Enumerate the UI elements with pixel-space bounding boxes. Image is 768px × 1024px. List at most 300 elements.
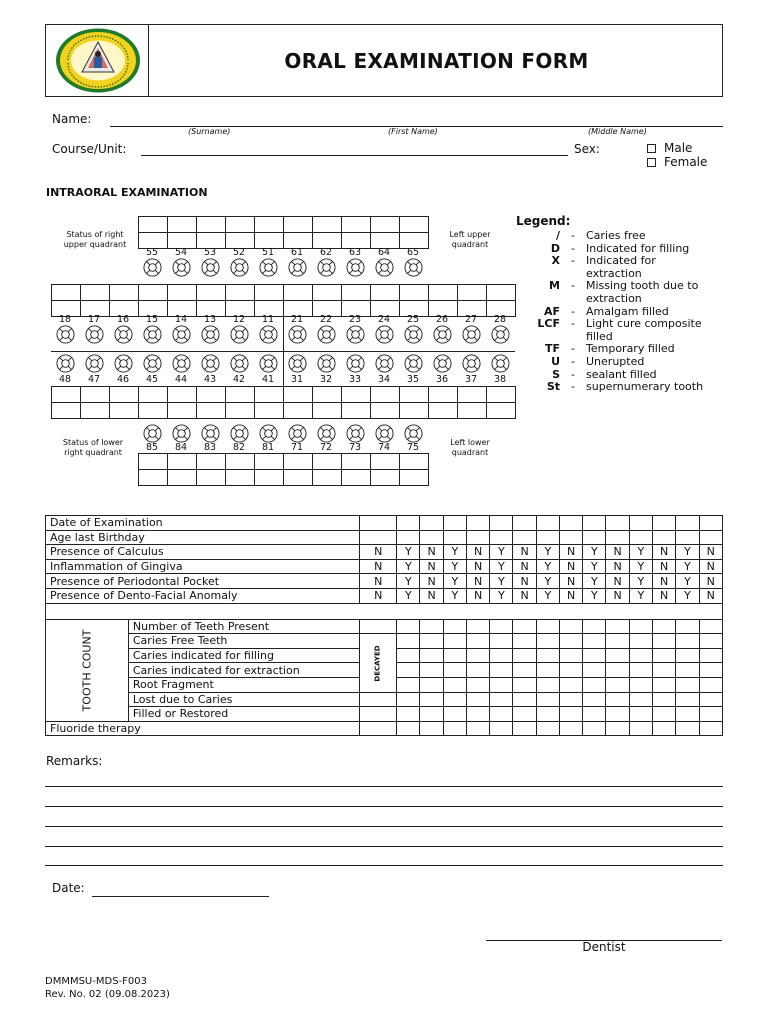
tooth-surface-icon[interactable]: [230, 258, 249, 277]
tooth-surface-icon[interactable]: [375, 325, 394, 344]
yes-no-option[interactable]: N: [466, 545, 489, 560]
tooth-surface-icon[interactable]: [230, 325, 249, 344]
tooth-surface-icon[interactable]: [172, 354, 191, 373]
yes-no-option[interactable]: N: [513, 588, 536, 603]
yes-no-option[interactable]: Y: [676, 559, 699, 574]
entry-cell[interactable]: [676, 721, 699, 736]
tooth-status-cell[interactable]: [255, 454, 284, 470]
entry-cell[interactable]: [676, 677, 699, 692]
entry-cell[interactable]: [397, 619, 420, 634]
entry-cell[interactable]: [420, 516, 443, 531]
entry-cell[interactable]: [536, 648, 559, 663]
tooth-status-cell[interactable]: [139, 387, 168, 403]
tooth-status-cell[interactable]: [400, 387, 429, 403]
entry-cell[interactable]: [443, 677, 466, 692]
tooth-surface-icon[interactable]: [288, 258, 307, 277]
yes-no-option[interactable]: Y: [490, 574, 513, 589]
entry-cell[interactable]: [559, 721, 582, 736]
tooth-status-cell[interactable]: [284, 387, 313, 403]
tooth-surface-icon[interactable]: [317, 424, 336, 443]
entry-cell[interactable]: [606, 648, 629, 663]
entry-cell[interactable]: [513, 530, 536, 545]
tooth-status-cell[interactable]: [400, 217, 429, 233]
yes-no-option[interactable]: Y: [536, 559, 559, 574]
tooth-status-cell[interactable]: [168, 285, 197, 301]
entry-cell[interactable]: [536, 619, 559, 634]
entry-cell[interactable]: [420, 692, 443, 707]
tooth-surface-icon[interactable]: [230, 424, 249, 443]
entry-cell[interactable]: [699, 648, 723, 663]
tooth-surface-icon[interactable]: [201, 354, 220, 373]
yes-no-option[interactable]: N: [420, 559, 443, 574]
tooth-surface-icon[interactable]: [56, 354, 75, 373]
entry-cell[interactable]: [629, 721, 652, 736]
tooth-status-cell[interactable]: [458, 285, 487, 301]
yes-no-option[interactable]: Y: [583, 545, 606, 560]
entry-cell[interactable]: [513, 648, 536, 663]
entry-cell[interactable]: [536, 721, 559, 736]
entry-cell[interactable]: [360, 707, 397, 722]
entry-cell[interactable]: [360, 692, 397, 707]
tooth-surface-icon[interactable]: [462, 354, 481, 373]
entry-cell[interactable]: [536, 530, 559, 545]
entry-cell[interactable]: [699, 707, 723, 722]
tooth-surface-icon[interactable]: [172, 258, 191, 277]
entry-cell[interactable]: [397, 663, 420, 678]
tooth-status-cell[interactable]: [197, 470, 226, 486]
entry-cell[interactable]: [606, 707, 629, 722]
tooth-status-cell[interactable]: [284, 470, 313, 486]
entry-cell[interactable]: [420, 721, 443, 736]
entry-cell[interactable]: [360, 721, 397, 736]
tooth-status-cell[interactable]: [52, 403, 81, 419]
tooth-surface-icon[interactable]: [143, 258, 162, 277]
tooth-status-cell[interactable]: [168, 403, 197, 419]
yes-no-option[interactable]: Y: [676, 588, 699, 603]
yes-no-option[interactable]: Y: [443, 545, 466, 560]
tooth-status-cell[interactable]: [284, 403, 313, 419]
entry-cell[interactable]: [559, 677, 582, 692]
tooth-surface-icon[interactable]: [143, 424, 162, 443]
entry-cell[interactable]: [699, 619, 723, 634]
tooth-surface-icon[interactable]: [85, 354, 104, 373]
entry-cell[interactable]: [536, 677, 559, 692]
entry-cell[interactable]: [629, 619, 652, 634]
yes-no-option[interactable]: N: [559, 545, 582, 560]
yes-no-option[interactable]: N: [360, 545, 397, 560]
tooth-status-cell[interactable]: [81, 387, 110, 403]
tooth-status-cell[interactable]: [487, 403, 516, 419]
tooth-status-cell[interactable]: [197, 387, 226, 403]
entry-cell[interactable]: [699, 721, 723, 736]
tooth-status-cell[interactable]: [139, 470, 168, 486]
tooth-status-cell[interactable]: [139, 217, 168, 233]
tooth-status-cell[interactable]: [226, 217, 255, 233]
entry-cell[interactable]: [699, 516, 723, 531]
entry-cell[interactable]: [676, 516, 699, 531]
tooth-surface-icon[interactable]: [288, 424, 307, 443]
tooth-surface-icon[interactable]: [114, 354, 133, 373]
entry-cell[interactable]: [629, 634, 652, 649]
entry-cell[interactable]: [513, 707, 536, 722]
entry-cell[interactable]: [466, 619, 489, 634]
yes-no-option[interactable]: Y: [583, 574, 606, 589]
yes-no-option[interactable]: N: [606, 559, 629, 574]
entry-cell[interactable]: [397, 530, 420, 545]
yes-no-option[interactable]: Y: [629, 559, 652, 574]
tooth-status-cell[interactable]: [226, 454, 255, 470]
tooth-status-cell[interactable]: [197, 285, 226, 301]
yes-no-option[interactable]: N: [513, 559, 536, 574]
yes-no-option[interactable]: Y: [397, 588, 420, 603]
yes-no-option[interactable]: Y: [443, 588, 466, 603]
tooth-surface-icon[interactable]: [201, 325, 220, 344]
yes-no-option[interactable]: Y: [397, 574, 420, 589]
entry-cell[interactable]: [397, 516, 420, 531]
entry-cell[interactable]: [606, 516, 629, 531]
entry-cell[interactable]: [420, 634, 443, 649]
entry-cell[interactable]: [490, 663, 513, 678]
tooth-surface-icon[interactable]: [143, 325, 162, 344]
entry-cell[interactable]: [443, 619, 466, 634]
tooth-surface-icon[interactable]: [85, 325, 104, 344]
entry-cell[interactable]: [676, 530, 699, 545]
tooth-surface-icon[interactable]: [491, 354, 510, 373]
tooth-status-cell[interactable]: [226, 285, 255, 301]
entry-cell[interactable]: [652, 692, 675, 707]
tooth-surface-icon[interactable]: [433, 325, 452, 344]
entry-cell[interactable]: [443, 692, 466, 707]
tooth-status-cell[interactable]: [400, 403, 429, 419]
tooth-surface-icon[interactable]: [259, 354, 278, 373]
entry-cell[interactable]: [652, 677, 675, 692]
entry-cell[interactable]: [699, 634, 723, 649]
entry-cell[interactable]: [583, 619, 606, 634]
entry-cell[interactable]: [536, 634, 559, 649]
entry-cell[interactable]: [583, 721, 606, 736]
entry-cell[interactable]: [420, 619, 443, 634]
entry-cell[interactable]: [360, 619, 397, 634]
tooth-status-cell[interactable]: [255, 470, 284, 486]
tooth-surface-icon[interactable]: [375, 424, 394, 443]
entry-cell[interactable]: [420, 677, 443, 692]
remarks-line-3[interactable]: [45, 826, 723, 827]
entry-cell[interactable]: [490, 648, 513, 663]
yes-no-option[interactable]: N: [513, 545, 536, 560]
tooth-status-cell[interactable]: [81, 403, 110, 419]
tooth-status-cell[interactable]: [313, 285, 342, 301]
yes-no-option[interactable]: Y: [536, 588, 559, 603]
tooth-status-cell[interactable]: [313, 387, 342, 403]
entry-cell[interactable]: [397, 721, 420, 736]
yes-no-option[interactable]: Y: [490, 588, 513, 603]
entry-cell[interactable]: [629, 707, 652, 722]
tooth-status-cell[interactable]: [168, 470, 197, 486]
entry-cell[interactable]: [559, 516, 582, 531]
tooth-status-cell[interactable]: [371, 217, 400, 233]
tooth-status-cell[interactable]: [197, 217, 226, 233]
tooth-status-cell[interactable]: [429, 387, 458, 403]
entry-cell[interactable]: [559, 634, 582, 649]
entry-cell[interactable]: [676, 663, 699, 678]
tooth-status-cell[interactable]: [168, 387, 197, 403]
tooth-status-cell[interactable]: [52, 387, 81, 403]
yes-no-option[interactable]: Y: [583, 559, 606, 574]
yes-no-option[interactable]: N: [420, 545, 443, 560]
tooth-status-cell[interactable]: [110, 387, 139, 403]
yes-no-option[interactable]: N: [466, 574, 489, 589]
tooth-surface-icon[interactable]: [288, 325, 307, 344]
tooth-status-cell[interactable]: [139, 403, 168, 419]
entry-cell[interactable]: [443, 530, 466, 545]
yes-no-option[interactable]: Y: [629, 545, 652, 560]
tooth-status-cell[interactable]: [400, 470, 429, 486]
tooth-surface-icon[interactable]: [317, 258, 336, 277]
entry-cell[interactable]: [490, 692, 513, 707]
entry-cell[interactable]: [699, 692, 723, 707]
yes-no-option[interactable]: N: [652, 588, 675, 603]
entry-cell[interactable]: [699, 677, 723, 692]
tooth-surface-icon[interactable]: [346, 424, 365, 443]
tooth-status-cell[interactable]: [458, 387, 487, 403]
yes-no-option[interactable]: N: [652, 559, 675, 574]
entry-cell[interactable]: [536, 692, 559, 707]
remarks-line-2[interactable]: [45, 806, 723, 807]
entry-cell[interactable]: [583, 707, 606, 722]
yes-no-option[interactable]: Y: [536, 574, 559, 589]
tooth-surface-icon[interactable]: [172, 325, 191, 344]
entry-cell[interactable]: [606, 721, 629, 736]
tooth-surface-icon[interactable]: [201, 424, 220, 443]
entry-cell[interactable]: [443, 634, 466, 649]
yes-no-option[interactable]: N: [606, 574, 629, 589]
entry-cell[interactable]: [397, 634, 420, 649]
tooth-surface-icon[interactable]: [433, 354, 452, 373]
yes-no-option[interactable]: Y: [676, 545, 699, 560]
yes-no-option[interactable]: N: [466, 559, 489, 574]
entry-cell[interactable]: [466, 692, 489, 707]
entry-cell[interactable]: [466, 648, 489, 663]
yes-no-option[interactable]: N: [559, 588, 582, 603]
tooth-status-cell[interactable]: [284, 285, 313, 301]
entry-cell[interactable]: [583, 677, 606, 692]
yes-no-option[interactable]: N: [513, 574, 536, 589]
tooth-status-cell[interactable]: [255, 285, 284, 301]
yes-no-option[interactable]: N: [699, 559, 723, 574]
entry-cell[interactable]: [629, 648, 652, 663]
entry-cell[interactable]: [699, 530, 723, 545]
yes-no-option[interactable]: Y: [443, 574, 466, 589]
entry-cell[interactable]: [466, 707, 489, 722]
tooth-surface-icon[interactable]: [346, 354, 365, 373]
entry-cell[interactable]: [360, 516, 397, 531]
entry-cell[interactable]: [606, 692, 629, 707]
entry-cell[interactable]: [513, 692, 536, 707]
tooth-status-cell[interactable]: [255, 403, 284, 419]
entry-cell[interactable]: [490, 677, 513, 692]
tooth-surface-icon[interactable]: [114, 325, 133, 344]
tooth-status-cell[interactable]: [255, 387, 284, 403]
entry-cell[interactable]: [420, 663, 443, 678]
tooth-status-cell[interactable]: [342, 454, 371, 470]
entry-cell[interactable]: [606, 530, 629, 545]
entry-cell[interactable]: [397, 692, 420, 707]
tooth-surface-icon[interactable]: [404, 325, 423, 344]
entry-cell[interactable]: [676, 707, 699, 722]
tooth-status-cell[interactable]: [313, 403, 342, 419]
entry-cell[interactable]: [676, 648, 699, 663]
yes-no-option[interactable]: N: [420, 588, 443, 603]
tooth-surface-icon[interactable]: [462, 325, 481, 344]
entry-cell[interactable]: [397, 677, 420, 692]
entry-cell[interactable]: [676, 634, 699, 649]
entry-cell[interactable]: [466, 530, 489, 545]
entry-cell[interactable]: [652, 648, 675, 663]
remarks-line-4[interactable]: [45, 846, 723, 847]
tooth-surface-icon[interactable]: [230, 354, 249, 373]
entry-cell[interactable]: [466, 677, 489, 692]
yes-no-option[interactable]: Y: [490, 559, 513, 574]
entry-cell[interactable]: [559, 707, 582, 722]
tooth-status-cell[interactable]: [400, 285, 429, 301]
entry-cell[interactable]: [652, 721, 675, 736]
entry-cell[interactable]: [466, 721, 489, 736]
sex-option-male[interactable]: Male: [647, 141, 692, 155]
entry-cell[interactable]: [420, 648, 443, 663]
entry-cell[interactable]: [652, 707, 675, 722]
entry-cell[interactable]: [583, 516, 606, 531]
tooth-status-cell[interactable]: [226, 387, 255, 403]
entry-cell[interactable]: [676, 619, 699, 634]
tooth-status-cell[interactable]: [371, 470, 400, 486]
entry-cell[interactable]: [490, 721, 513, 736]
entry-cell[interactable]: [629, 663, 652, 678]
entry-cell[interactable]: [490, 634, 513, 649]
tooth-status-cell[interactable]: [487, 387, 516, 403]
yes-no-option[interactable]: N: [559, 559, 582, 574]
tooth-surface-icon[interactable]: [375, 258, 394, 277]
entry-cell[interactable]: [606, 663, 629, 678]
entry-cell[interactable]: [443, 663, 466, 678]
tooth-status-cell[interactable]: [313, 454, 342, 470]
tooth-status-cell[interactable]: [284, 217, 313, 233]
entry-cell[interactable]: [536, 516, 559, 531]
entry-cell[interactable]: [420, 707, 443, 722]
remarks-line-5[interactable]: [45, 865, 723, 866]
entry-cell[interactable]: [629, 530, 652, 545]
yes-no-option[interactable]: N: [360, 588, 397, 603]
yes-no-option[interactable]: N: [420, 574, 443, 589]
entry-cell[interactable]: [559, 530, 582, 545]
tooth-status-cell[interactable]: [52, 285, 81, 301]
tooth-status-cell[interactable]: [342, 470, 371, 486]
entry-cell[interactable]: [583, 692, 606, 707]
tooth-status-cell[interactable]: [226, 470, 255, 486]
tooth-status-cell[interactable]: [139, 454, 168, 470]
entry-cell[interactable]: [490, 619, 513, 634]
entry-cell[interactable]: [513, 721, 536, 736]
tooth-status-cell[interactable]: [429, 285, 458, 301]
entry-cell[interactable]: [443, 516, 466, 531]
entry-cell[interactable]: [652, 619, 675, 634]
tooth-status-cell[interactable]: [81, 285, 110, 301]
yes-no-option[interactable]: N: [559, 574, 582, 589]
entry-cell[interactable]: [397, 707, 420, 722]
tooth-status-cell[interactable]: [342, 285, 371, 301]
entry-cell[interactable]: [606, 619, 629, 634]
tooth-surface-icon[interactable]: [404, 258, 423, 277]
tooth-surface-icon[interactable]: [259, 325, 278, 344]
date-input-line[interactable]: [92, 896, 269, 897]
tooth-status-cell[interactable]: [197, 403, 226, 419]
entry-cell[interactable]: [629, 692, 652, 707]
entry-cell[interactable]: [397, 648, 420, 663]
entry-cell[interactable]: [513, 619, 536, 634]
tooth-status-cell[interactable]: [110, 403, 139, 419]
tooth-surface-icon[interactable]: [317, 325, 336, 344]
tooth-status-cell[interactable]: [400, 454, 429, 470]
entry-cell[interactable]: [466, 634, 489, 649]
entry-cell[interactable]: [420, 530, 443, 545]
entry-cell[interactable]: [490, 530, 513, 545]
entry-cell[interactable]: [583, 648, 606, 663]
tooth-surface-icon[interactable]: [491, 325, 510, 344]
tooth-status-cell[interactable]: [139, 285, 168, 301]
tooth-surface-icon[interactable]: [346, 325, 365, 344]
entry-cell[interactable]: [360, 530, 397, 545]
yes-no-option[interactable]: N: [652, 574, 675, 589]
entry-cell[interactable]: [559, 619, 582, 634]
entry-cell[interactable]: [559, 663, 582, 678]
sex-option-female[interactable]: Female: [647, 155, 707, 169]
tooth-surface-icon[interactable]: [404, 354, 423, 373]
entry-cell[interactable]: [513, 663, 536, 678]
yes-no-option[interactable]: N: [699, 588, 723, 603]
tooth-surface-icon[interactable]: [317, 354, 336, 373]
yes-no-option[interactable]: Y: [490, 545, 513, 560]
entry-cell[interactable]: [606, 677, 629, 692]
tooth-surface-icon[interactable]: [259, 258, 278, 277]
tooth-surface-icon[interactable]: [288, 354, 307, 373]
tooth-status-cell[interactable]: [458, 403, 487, 419]
entry-cell[interactable]: [559, 692, 582, 707]
tooth-status-cell[interactable]: [371, 285, 400, 301]
remarks-line-1[interactable]: [45, 786, 723, 787]
tooth-status-cell[interactable]: [371, 403, 400, 419]
entry-cell[interactable]: [606, 634, 629, 649]
yes-no-option[interactable]: N: [360, 574, 397, 589]
tooth-status-cell[interactable]: [429, 403, 458, 419]
tooth-surface-icon[interactable]: [143, 354, 162, 373]
entry-cell[interactable]: [583, 663, 606, 678]
tooth-surface-icon[interactable]: [404, 424, 423, 443]
entry-cell[interactable]: [536, 707, 559, 722]
entry-cell[interactable]: [699, 663, 723, 678]
tooth-surface-icon[interactable]: [172, 424, 191, 443]
tooth-status-cell[interactable]: [255, 217, 284, 233]
tooth-status-cell[interactable]: [313, 217, 342, 233]
tooth-surface-icon[interactable]: [346, 258, 365, 277]
yes-no-option[interactable]: N: [652, 545, 675, 560]
tooth-surface-icon[interactable]: [56, 325, 75, 344]
tooth-status-cell[interactable]: [342, 217, 371, 233]
entry-cell[interactable]: [652, 516, 675, 531]
entry-cell[interactable]: [583, 530, 606, 545]
tooth-status-cell[interactable]: [284, 454, 313, 470]
entry-cell[interactable]: [443, 648, 466, 663]
tooth-status-cell[interactable]: [226, 403, 255, 419]
yes-no-option[interactable]: N: [606, 588, 629, 603]
